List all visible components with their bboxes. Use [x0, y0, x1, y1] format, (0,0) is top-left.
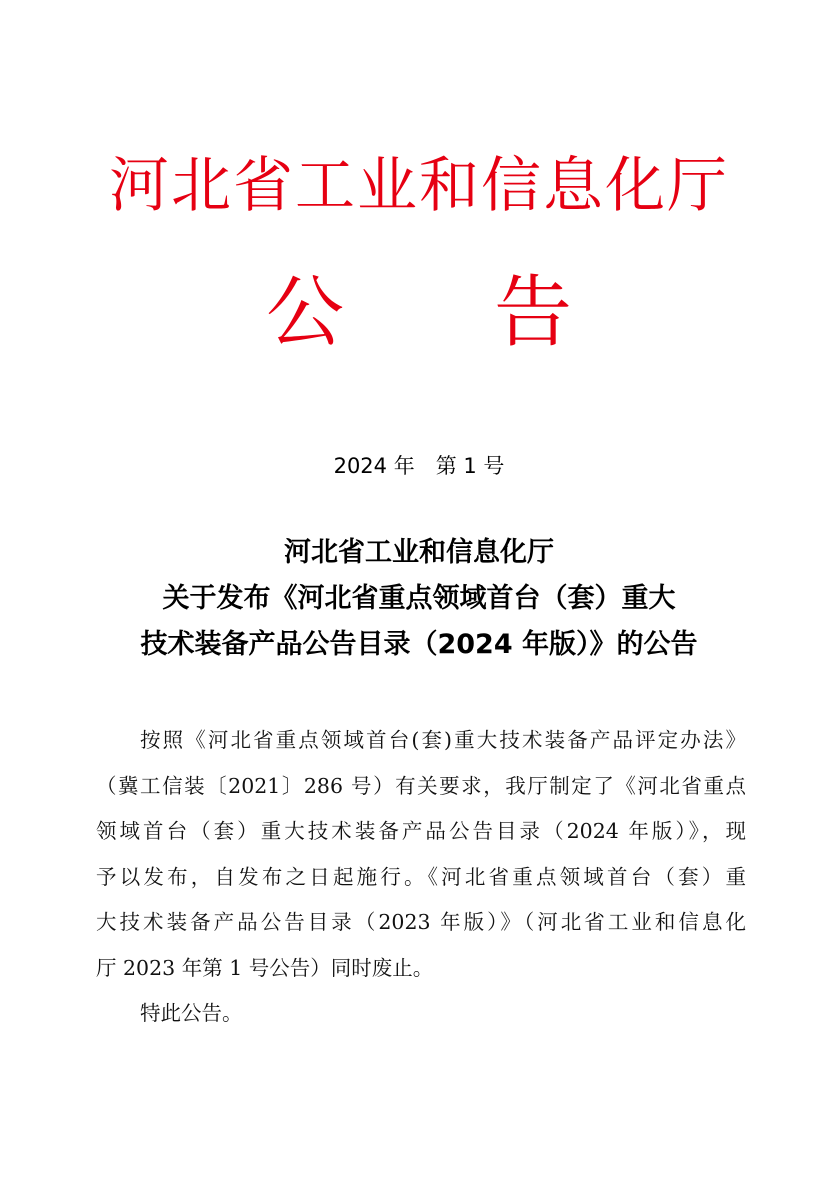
document-type-char-1: 公: [265, 268, 344, 358]
title-line-3: 技术装备产品公告目录（2024 年版）》的公告: [140, 629, 698, 660]
announcement-title: [0, 530, 838, 668]
document-type-heading: [0, 268, 838, 358]
title-line-1: 河北省工业和信息化厅: [284, 537, 554, 568]
body-line: （冀工信装〔2021〕286 号）有关要求，我厅制定了《河北省重点: [96, 773, 746, 798]
issuing-organization-header: 河北省工业和信息化厅: [109, 151, 729, 221]
closing-remark: 特此公告。: [140, 1001, 243, 1025]
announcement-body: [96, 718, 746, 991]
body-line: 予以发布，自发布之日起施行。《河北省重点领域首台（套）重: [96, 864, 746, 889]
document-number: 2024 年 第 1 号: [333, 454, 505, 478]
document-type-char-2: 告: [494, 268, 573, 358]
body-line: 厅 2023 年第 1 号公告）同时废止。: [96, 955, 434, 980]
body-line: 大技术装备产品公告目录（2023 年版）》（河北省工业和信息化: [96, 910, 746, 934]
body-line: 领域首台（套）重大技术装备产品公告目录（2024 年版）》，现: [96, 819, 746, 843]
title-line-2: 关于发布《河北省重点领域首台（套）重大: [162, 583, 676, 614]
body-line: 按照《河北省重点领域首台(套)重大技术装备产品评定办法》: [140, 728, 746, 752]
